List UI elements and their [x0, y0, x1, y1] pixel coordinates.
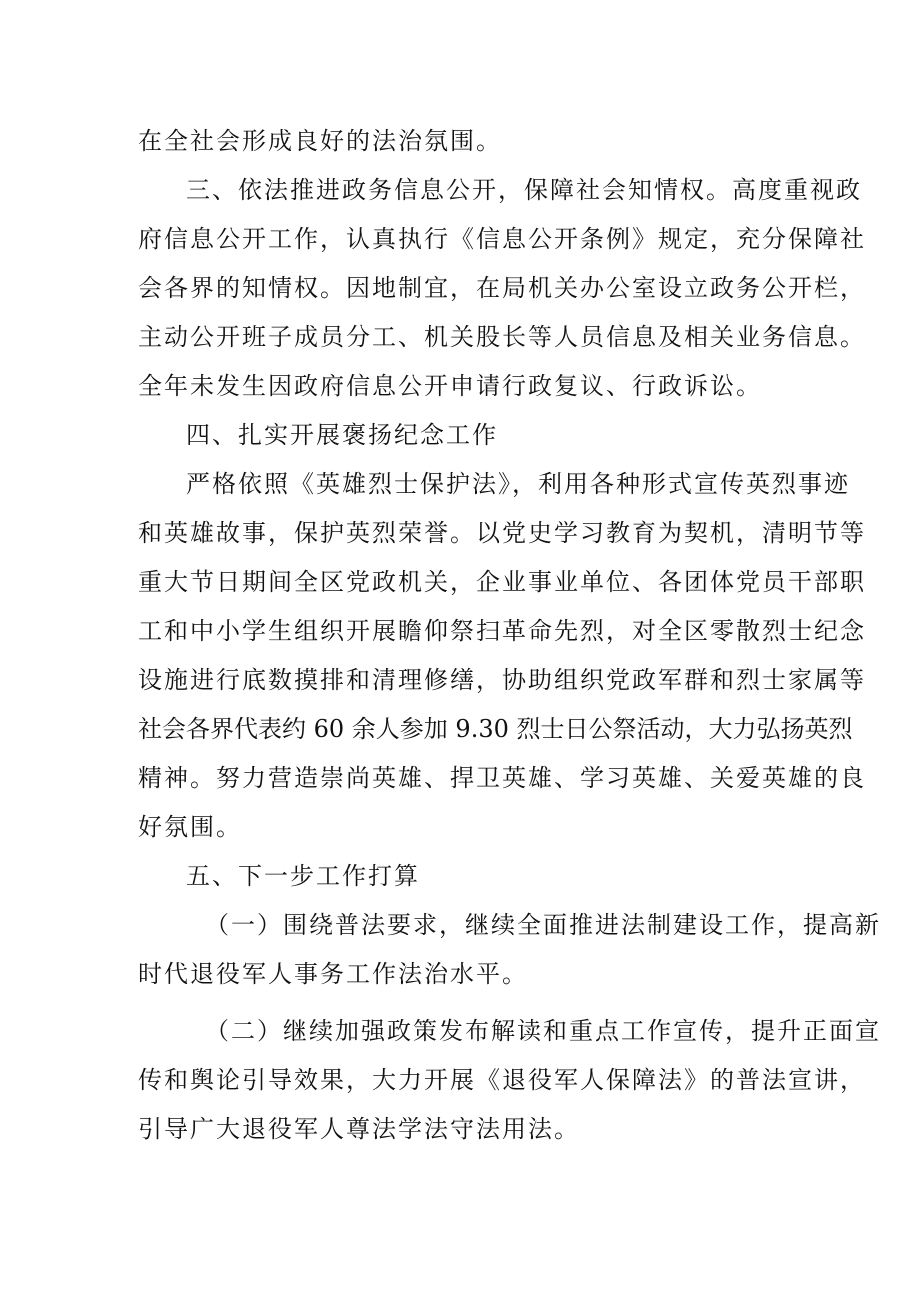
text-line: 严格依照《英雄烈士保护法》，利用各种形式宣传英烈事迹	[186, 470, 850, 498]
text-line: 会各界的知情权。因地制宜，在局机关办公室设立政务公开栏，	[138, 274, 866, 302]
item-1-line: （一）围绕普法要求，继续全面推进法制建设工作，提高新	[205, 911, 881, 939]
text-line: 设施进行底数摸排和清理修缮，协助组织党政军群和烈士家属等	[138, 666, 866, 694]
text-line: 重大节日期间全区党政机关，企业事业单位、各团体党员干部职	[138, 568, 866, 596]
text-line: 和英雄故事，保护英烈荣誉。以党史学习教育为契机，清明节等	[138, 519, 866, 547]
text-line: 在全社会形成良好的法治氛围。	[138, 127, 502, 155]
text-line: 全年未发生因政府信息公开申请行政复议、行政诉讼。	[138, 372, 762, 400]
text-line: 主动公开班子成员分工、机关股长等人员信息及相关业务信息。	[138, 323, 866, 351]
section-3-heading-line: 三、依法推进政务信息公开，保障社会知情权。高度重视政	[186, 176, 862, 204]
item-2-line: （二）继续加强政策发布解读和重点工作宣传，提升正面宣	[205, 1017, 881, 1045]
text-line: 精神。努力营造崇尚英雄、捍卫英雄、学习英雄、关爱英雄的良	[138, 764, 866, 792]
text-line: 传和舆论引导效果，大力开展《退役军人保障法》的普法宣讲，	[138, 1066, 866, 1094]
section-4-heading: 四、扎实开展褒扬纪念工作	[186, 421, 498, 449]
text-line: 工和中小学生组织开展瞻仰祭扫革命先烈，对全区零散烈士纪念	[138, 617, 866, 645]
text-line: 好氛围。	[138, 813, 242, 841]
section-5-heading: 五、下一步工作打算	[186, 862, 420, 890]
text-line: 引导广大退役军人尊法学法守法用法。	[138, 1115, 580, 1143]
text-line: 社会各界代表约 60 余人参加 9.30 烈士日公祭活动，大力弘扬英烈	[138, 715, 853, 743]
text-line: 府信息公开工作，认真执行《信息公开条例》规定，充分保障社	[138, 225, 866, 253]
text-line: 时代退役军人事务工作法治水平。	[138, 960, 528, 988]
